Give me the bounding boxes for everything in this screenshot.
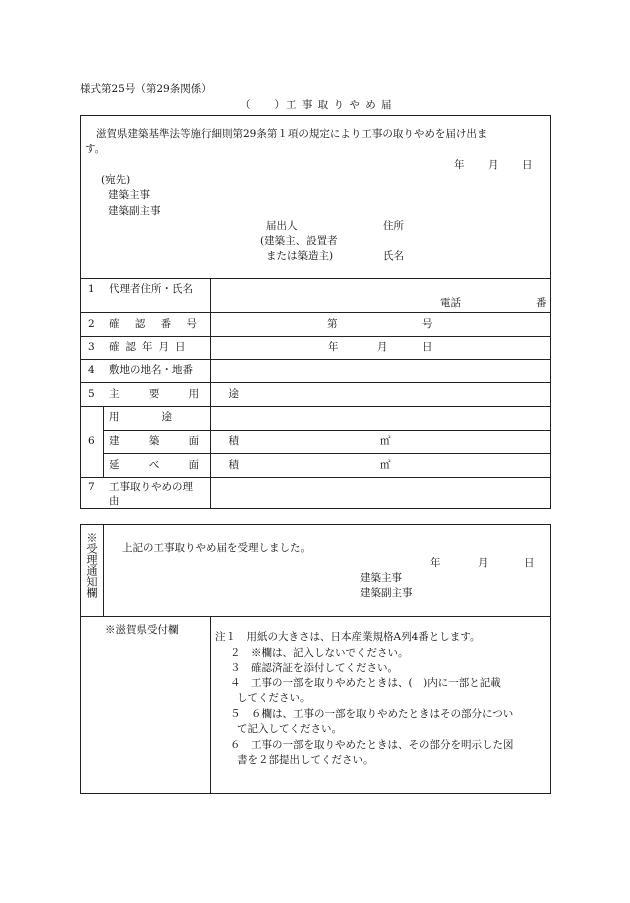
- notice-day: 日: [524, 557, 535, 569]
- form-number: 様式第25号（第29条関係）: [80, 83, 212, 95]
- notice-text: 上記の工事取りやめ届を受理しました。: [122, 542, 311, 554]
- row2-label: 確 認 番 号: [109, 318, 204, 330]
- row7-label-line1: 工事取りやめの理: [109, 481, 193, 493]
- row6-sub-floor-area: 延 べ 面 積: [109, 459, 253, 471]
- row6-number: 6: [88, 435, 95, 447]
- note-5-line1: ５ ６欄は、工事の一部を取りやめたときはその部分につい: [230, 708, 514, 720]
- row7-number: 7: [88, 481, 95, 493]
- note-2: ２ ※欄は、記入しないでください。: [230, 647, 409, 659]
- note-1: 注１ 用紙の大きさは、日本産業規格A列4番とします。: [215, 631, 481, 643]
- row6-sub-use: 用 途: [109, 411, 172, 423]
- row1-ban: 番: [536, 297, 547, 309]
- row3-number: 3: [88, 341, 95, 353]
- row3-month: 月: [377, 341, 388, 353]
- notice-year: 年: [430, 557, 441, 569]
- row1-number: 1: [88, 283, 95, 295]
- addressee-chief: 建築主事: [108, 189, 150, 201]
- row6-unit-floor-area: ㎡: [380, 459, 391, 471]
- declaration-text-line2: す。: [85, 143, 106, 155]
- note-5-line2: て記入してください。: [237, 723, 342, 735]
- address-label: 住所: [383, 220, 404, 232]
- applicant-sub1: (建築主、設置者: [260, 235, 338, 247]
- note-4-line1: ４ 工事の一部を取りやめたときは、( )内に一部と記載: [230, 677, 501, 689]
- row1-phone: 電話: [440, 297, 461, 309]
- name-label: 氏名: [383, 250, 404, 262]
- notice-official-deputy: 建築副主事: [360, 587, 413, 599]
- declaration-text-line1: 滋賀県建築基準法等施行細則第29条第１項の規定により工事の取りやめを届け出ま: [96, 128, 488, 140]
- row2-go: 号: [422, 318, 433, 330]
- row2-dai: 第: [327, 318, 338, 330]
- row4-label: 敷地の地名・地番: [109, 364, 193, 376]
- row5-number: 5: [88, 388, 95, 400]
- address-to: (宛先): [101, 174, 131, 186]
- row2-number: 2: [88, 318, 95, 330]
- form-title: （ ）工 事 取 り や め 届: [240, 99, 393, 111]
- note-6-line1: ６ 工事の一部を取りやめたときは、その部分を明示した図: [230, 739, 514, 751]
- row3-day: 日: [422, 341, 433, 353]
- note-3: ３ 確認済証を添付してください。: [230, 662, 398, 674]
- row6-unit-building-area: ㎡: [380, 435, 391, 447]
- row5-label: 主 要 用 途: [109, 388, 253, 400]
- notice-side-label: ※受理通知欄: [85, 532, 98, 598]
- note-4-line2: してください。: [237, 692, 311, 704]
- declaration-date-month: 月: [488, 159, 499, 171]
- row6-sub-building-area: 建 築 面 積: [109, 435, 253, 447]
- row3-label: 確認年月日: [109, 341, 192, 353]
- declaration-date-day: 日: [522, 159, 533, 171]
- row7-label-line2: 由: [109, 495, 120, 507]
- row4-number: 4: [88, 364, 95, 376]
- addressee-deputy: 建築副主事: [108, 205, 161, 217]
- declaration-date-year: 年: [454, 159, 465, 171]
- row1-label: 代理者住所・氏名: [109, 283, 193, 295]
- notice-official-chief: 建築主事: [360, 572, 402, 584]
- note-6-line2: 書を２部提出してください。: [237, 754, 374, 766]
- notice-month: 月: [478, 557, 489, 569]
- applicant-label: 届出人: [266, 220, 298, 232]
- row3-year: 年: [328, 341, 339, 353]
- applicant-sub2: または築造主): [266, 250, 334, 262]
- reception-label: ※滋賀県受付欄: [105, 624, 179, 636]
